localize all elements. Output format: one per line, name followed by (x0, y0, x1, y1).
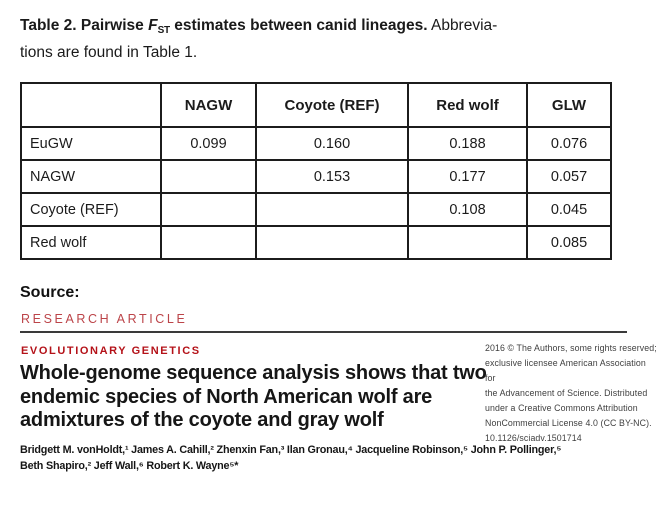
cell-value: 0.108 (408, 193, 527, 226)
caption-regular-line2: tions are found in Table 1. (20, 44, 198, 61)
cell-value: 0.076 (527, 127, 611, 160)
cell-value: 0.188 (408, 127, 527, 160)
header-empty (21, 83, 161, 127)
header-coyote-ref: Coyote (REF) (256, 83, 408, 127)
header-nagw: NAGW (161, 83, 256, 127)
article-authors (20, 443, 652, 474)
row-label: Red wolf (21, 226, 161, 259)
row-label: Coyote (REF) (21, 193, 161, 226)
row-label: EuGW (21, 127, 161, 160)
cell-value (161, 226, 256, 259)
section-divider (20, 331, 627, 333)
license-line: 10.1126/sciadv.1501714 (485, 433, 582, 443)
table-row (21, 160, 611, 193)
row-label: NAGW (21, 160, 161, 193)
article-title-line: admixtures of the coyote and gray wolf (20, 409, 384, 431)
license-line: the Advancement of Science. Distributed (485, 388, 648, 398)
article-type-label: RESEARCH ARTICLE (21, 312, 188, 326)
caption-bold-lead: Table 2. Pairwise (20, 17, 149, 34)
article-section-label: EVOLUTIONARY GENETICS (21, 345, 201, 357)
authors-line: Beth Shapiro,² Jeff Wall,⁶ Robert K. Wayne⁵* (20, 459, 239, 472)
cell-value: 0.099 (161, 127, 256, 160)
caption-regular-line1: Abbrevia- (427, 17, 498, 34)
article-title-line: endemic species of North American wolf are (20, 385, 433, 408)
fst-table (20, 82, 612, 260)
caption-fst-subscript: ST (157, 25, 170, 36)
caption-bold-tail: estimates between canid lineages. (169, 17, 428, 34)
table-caption (20, 15, 638, 64)
cell-value: 0.057 (527, 160, 611, 193)
cell-value: 0.177 (408, 160, 527, 193)
table-row (21, 193, 611, 226)
caption-fst-symbol: F (148, 17, 158, 34)
cell-value: 0.045 (527, 193, 611, 226)
table-header-row (21, 83, 611, 127)
cell-value (256, 193, 408, 226)
license-line: NonCommercial License 4.0 (CC BY-NC). (485, 418, 652, 428)
license-line: exclusive licensee American Association for (485, 358, 646, 383)
cell-value: 0.160 (256, 127, 408, 160)
cell-value (161, 193, 256, 226)
cell-value: 0.153 (256, 160, 408, 193)
cell-value (256, 226, 408, 259)
table-row (21, 226, 611, 259)
cell-value: 0.085 (527, 226, 611, 259)
article-title (20, 362, 520, 433)
authors-line: Bridgett M. vonHoldt,¹ James A. Cahill,² Zhenxin Fan,³ Ilan Gronau,⁴ Jacqueline Robinson,⁵ John P. Pollinger,⁵ (20, 444, 562, 456)
source-label: Source: (20, 284, 80, 301)
license-line: under a Creative Commons Attribution (485, 403, 638, 413)
article-title-line: Whole-genome sequence analysis shows that two (20, 362, 487, 384)
cell-value (161, 160, 256, 193)
cell-value (408, 226, 527, 259)
license-line: 2016 © The Authors, some rights reserved; (485, 343, 657, 353)
license-block (485, 341, 657, 446)
header-red-wolf: Red wolf (408, 83, 527, 127)
header-glw: GLW (527, 83, 611, 127)
table-row (21, 127, 611, 160)
